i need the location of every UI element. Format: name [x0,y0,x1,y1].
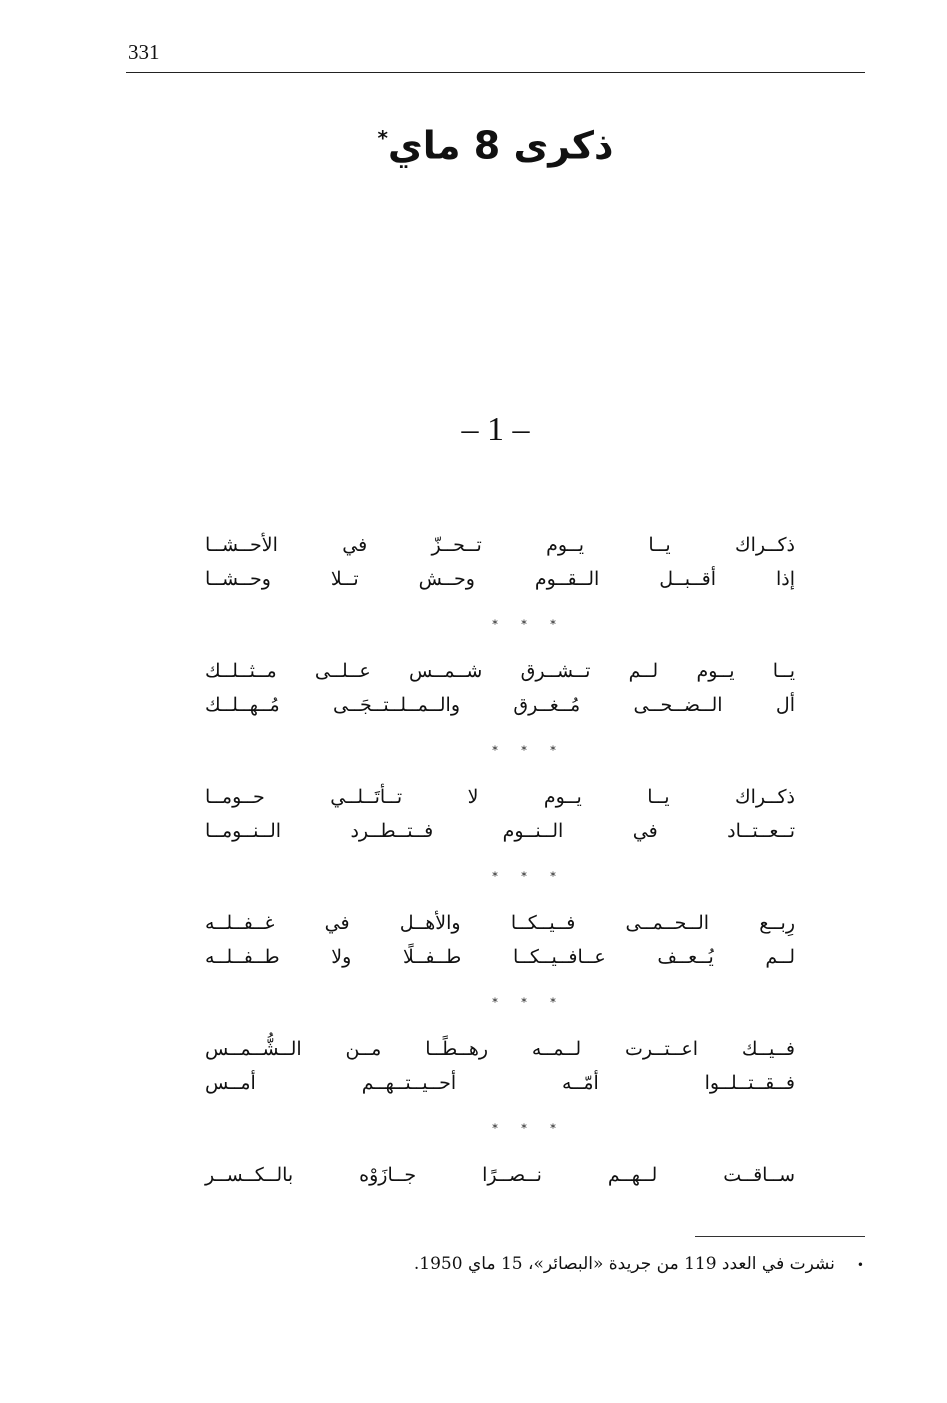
verse-word: يــا [772,660,795,682]
page-title [126,108,865,176]
title-text: ذكرى 8 ماي [387,123,614,168]
verse-word: لــمــه [531,1038,582,1060]
verse-word: غــفــلــه [205,912,275,934]
title-footnote-mark: * [377,126,388,150]
stanza-separator: * * * [492,996,566,1009]
verse-word: الــنــوم [502,820,564,842]
verse-word: والأهــل [399,912,461,934]
verse-word: يــا [647,786,670,808]
footnote-bullet: • [856,1258,864,1272]
verse-word: فــتــطــرد [350,820,434,842]
verse-word: شــمــس [408,660,483,682]
verse-line [205,1066,795,1100]
verse-word: الــضــحــى [633,694,723,716]
verse-word: حــومــا [205,786,265,808]
verse-line [205,780,795,814]
verse-word: الــحــمــى [625,912,710,934]
stanza [205,1158,795,1192]
stanza-separator: * * * [492,744,566,757]
verse-line [205,688,795,722]
verse-word: أحــيــتــهــم [361,1072,457,1094]
verse-word: الأحــشــا [205,534,278,556]
verse-line [205,528,795,562]
verse-word: طــفــلــه [205,946,280,968]
verse-word: بالــكــســر [205,1164,294,1186]
verse-line [205,814,795,848]
verse-word: لــم [765,946,795,968]
verse-word: أمــس [205,1072,256,1094]
stanza-separator: * * * [492,618,566,631]
verse-word: وحــشــا [205,568,271,590]
verse-word: مــثــلــك [205,660,277,682]
verse-word: فــيــكــا [510,912,576,934]
verse-word: مُــغــرق [513,694,581,716]
verse-word: ذكــراك [734,786,795,808]
verse-word: نــصــرًا [482,1164,542,1186]
stanza-separator: * * * [492,1122,566,1135]
verse-word: لــم [628,660,659,682]
stanza-separator: * * * [492,870,566,883]
header-rule [126,72,865,73]
verse-word: تــحــزّ [431,534,482,556]
stanza [205,906,795,974]
verse-word: في [324,912,350,934]
verse-word: الــشُّــمــس [205,1038,302,1060]
verse-word: يــوم [696,660,735,682]
verse-line [205,940,795,974]
stanza [205,528,795,596]
verse-word: يُــعــف [657,946,714,968]
verse-word: يــا [648,534,671,556]
verse-word: فــقــتــلــوا [704,1072,795,1094]
footnote-rule [695,1236,865,1237]
verse-word: وحــش [418,568,475,590]
poem [205,528,795,1192]
verse-word: اعــتــرت [625,1038,699,1060]
verse-word: لا [467,786,479,808]
verse-word: طــفــلًا [402,946,462,968]
verse-line [205,654,795,688]
verse-word: يــوم [543,786,582,808]
footnote-text: نشرت في العدد 119 من جريدة «البصائر»، 15 ماي 1950. [413,1254,835,1274]
verse-line [205,1032,795,1066]
verse-line [205,562,795,596]
verse-word: مــن [345,1038,382,1060]
stanza [205,780,795,848]
verse-word: ســاقــت [723,1164,795,1186]
verse-word: تــعــتــاد [727,820,795,842]
verse-word: أمّــه [562,1072,599,1094]
verse-word: رِبــع [759,912,795,934]
footnote [126,1251,864,1278]
verse-line [205,906,795,940]
verse-word: عــلــى [314,660,371,682]
verse-word: أل [775,694,795,716]
verse-word: في [632,820,658,842]
stanza [205,1032,795,1100]
section-number: – 1 – [461,411,530,448]
verse-line [205,1158,795,1192]
verse-word: مُــهــلــك [205,694,280,716]
verse-word: جــازَوْه [359,1164,417,1186]
verse-word: في [342,534,368,556]
verse-word: تــشــرق [520,660,591,682]
verse-word: يــوم [546,534,585,556]
verse-word: فــيــك [741,1038,795,1060]
verse-word: تــأتَــلــي [330,786,403,808]
verse-word: لــهــم [607,1164,658,1186]
verse-word: ولا [331,946,352,968]
verse-word: عــافــيــكــا [512,946,606,968]
verse-word: رهــطًــا [425,1038,489,1060]
verse-word: ذكــراك [734,534,795,556]
verse-word: الــقــوم [534,568,600,590]
verse-word: الــنــومــا [205,820,282,842]
verse-word: أقــبــل [659,568,717,590]
verse-word: تــلا [330,568,359,590]
stanza [205,654,795,722]
verse-word: والــمــلــتــجَــى [333,694,461,716]
verse-word: إذا [775,568,795,590]
page-number: 331 [128,40,160,64]
